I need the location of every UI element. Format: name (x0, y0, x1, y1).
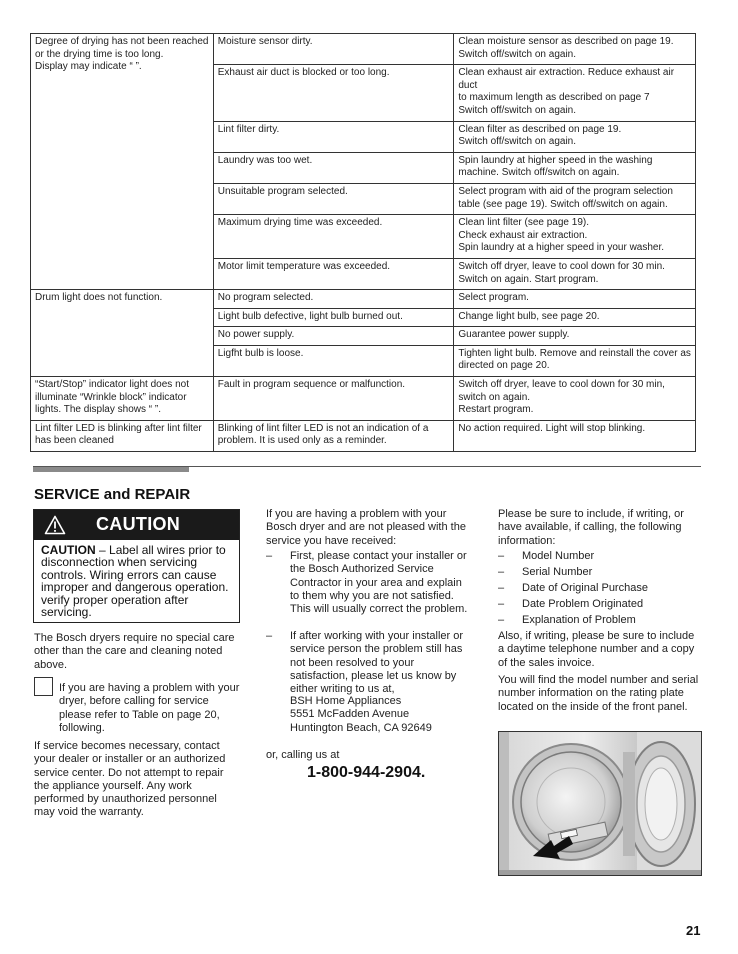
note-paragraph: If you are having a problem with your dryer, before calling for service please refer to Table on page 20, following. (59, 682, 240, 734)
problem-cell (31, 377, 214, 421)
caution-title: CAUTION (96, 514, 181, 534)
remedy-cell (454, 327, 696, 346)
dash-bullet: – (266, 550, 273, 562)
cell-line: illuminate “Wrinkle block” indicator (35, 391, 187, 403)
cause-cell (213, 377, 454, 421)
remedy-cell (454, 65, 696, 121)
cell-line: Switch on again. Start program. (458, 273, 599, 285)
cell-line: Tighten light bulb. Remove and reinstall the cover as (458, 347, 691, 359)
cell-line: “Start/Stop” indicator light does not (35, 379, 189, 391)
list-item (266, 630, 468, 696)
cell-line: or the drying time is too long. (35, 48, 164, 60)
cause-cell (213, 258, 454, 289)
cell-line: Spin laundry at a higher speed in your washer. (458, 242, 665, 254)
cell-line: Blinking of lint filter LED is not an indication of a (217, 422, 429, 434)
cell-line: to maximum length as described on page 7 (458, 92, 650, 104)
address-line: 5551 McFadden Avenue (290, 708, 410, 721)
list-item-text: If after working with your installer or service person the problem still has not been resolved to your satisfaction, please let us know by either writing to us at, (290, 630, 464, 696)
dash-bullet: – (498, 550, 505, 562)
dash-bullet: – (498, 566, 505, 578)
list-item (498, 550, 703, 563)
cell-line: Clean exhaust air extraction. Reduce exhaust air duct (458, 67, 675, 91)
address-line: BSH Home Appliances (290, 695, 402, 707)
remedy-cell (454, 258, 696, 289)
list-item-text: First, please contact your installer or the Bosch Authorized Service Contractor in your area and explain to them why you are not satisfied. This will usually correct the problem. (290, 550, 468, 616)
cell-line: Switch off/switch on again. (458, 136, 577, 148)
cell-line: Fault in program sequence or malfunction. (217, 379, 406, 391)
caution-header (34, 510, 239, 540)
caution-body: – Label all wires prior to disconnection when servicing controls. Wiring errors can cause improper and dangerous operation. verify proper operation after servicing. (41, 543, 229, 620)
mailing-address (290, 695, 468, 735)
cause-cell (213, 183, 454, 214)
dash-bullet: – (498, 598, 505, 610)
cell-line: Switch off dryer, leave to cool down for 30 min, (458, 379, 665, 391)
caution-box (33, 509, 240, 623)
cause-cell (213, 65, 454, 121)
problem-cell (31, 420, 214, 451)
problem-cell (31, 34, 214, 290)
cause-cell (213, 308, 454, 327)
address-line: Huntington Beach, CA 92649 (290, 721, 432, 734)
cell-line: No action required. Light will stop blinking. (458, 422, 646, 434)
service-paragraph: If service becomes necessary, contact your dealer or installer or an authorized service center. Do not attempt to repair the appliance yourself. Any work performed by unauthorized personnel may void the warranty. (34, 740, 226, 819)
cell-line: Switch off/switch on again. (458, 48, 577, 60)
writing-paragraph: Also, if writing, please be sure to include a daytime telephone number and a copy of the sales invoice. (498, 630, 695, 669)
cell-line: Exhaust air duct is blocked or too long. (217, 67, 390, 79)
cell-line: Clean moisture sensor as described on page 19. (458, 36, 674, 47)
remedy-cell (454, 215, 696, 259)
cause-cell (213, 420, 454, 451)
section-title: SERVICE and REPAIR (34, 486, 191, 503)
list-item-text: Date of Original Purchase (522, 582, 648, 594)
cell-line: Moisture sensor dirty. (217, 36, 313, 47)
cell-line: Check exhaust air extraction. (458, 229, 588, 241)
section-divider-accent (33, 467, 189, 472)
cell-line: Ligfht bulb is loose. (217, 347, 304, 359)
cell-line: Lint filter LED is blinking after lint filter (35, 422, 202, 434)
cell-line: problem. It is used only as a reminder. (217, 435, 387, 447)
dryer-rating-plate-image (498, 731, 702, 876)
call-text: or, calling us at (266, 749, 340, 761)
cause-cell (213, 121, 454, 152)
table-row (31, 377, 696, 421)
cell-line: Unsuitable program selected. (217, 185, 348, 197)
cell-line: Switch off dryer, leave to cool down for 30 min. (458, 260, 665, 272)
list-item-text: Model Number (522, 550, 595, 562)
problem-intro-paragraph: If you are having a problem with your Bosch dryer and are not pleased with the service you have received: (266, 508, 466, 547)
cell-line: Change light bulb, see page 20. (458, 310, 600, 322)
cell-line: switch on again. (458, 391, 531, 403)
rating-plate-paragraph: You will find the model number and serial number information on the rating plate located on the inside of the front panel. (498, 674, 699, 713)
cell-line: Restart program. (458, 404, 534, 416)
remedy-cell (454, 308, 696, 327)
remedy-cell (454, 183, 696, 214)
remedy-cell (454, 377, 696, 421)
cell-line: Motor limit temperature was exceeded. (217, 260, 391, 272)
cause-cell (213, 152, 454, 183)
cell-line: Drum light does not function. (35, 292, 163, 304)
dash-bullet: – (498, 614, 505, 626)
list-item (498, 582, 703, 595)
dash-bullet: – (498, 582, 505, 594)
cause-cell (213, 215, 454, 259)
troubleshooting-table-body (31, 34, 696, 452)
cause-cell (213, 345, 454, 376)
troubleshooting-table (30, 33, 696, 452)
dash-bullet: – (266, 630, 273, 642)
dryer-illustration (499, 732, 702, 876)
cell-line: Clean lint filter (see page 19). (458, 217, 589, 229)
cell-line: No power supply. (217, 329, 295, 341)
table-row (31, 290, 696, 309)
cell-line: Select program with aid of the program selection (458, 185, 673, 197)
list-item (498, 614, 703, 627)
list-item-text: Serial Number (522, 566, 593, 578)
remedy-cell (454, 290, 696, 309)
care-paragraph: The Bosch dryers require no special care other than the care and cleaning noted above. (34, 632, 235, 671)
table-row (31, 420, 696, 451)
list-item-text: Date Problem Originated (522, 598, 644, 610)
cell-line: Laundry was too wet. (217, 154, 313, 166)
phone-number: 1-800-944-2904. (307, 764, 426, 781)
include-info-paragraph: Please be sure to include, if writing, or have available, if calling, the following information: (498, 508, 684, 547)
cell-line: Spin laundry at higher speed in the washing (458, 154, 653, 166)
cell-line: table (see page 19). Switch off/switch on again. (458, 198, 668, 210)
remedy-cell (454, 345, 696, 376)
remedy-cell (454, 121, 696, 152)
cell-line: Lint filter dirty. (217, 123, 280, 135)
remedy-cell (454, 420, 696, 451)
table-row (31, 34, 696, 65)
remedy-cell (454, 152, 696, 183)
list-item-text: Explanation of Problem (522, 614, 636, 626)
list-item (266, 550, 468, 616)
note-checkbox-icon (34, 677, 53, 696)
cell-line: has been cleaned (35, 435, 114, 447)
cause-cell (213, 290, 454, 309)
remedy-cell (454, 34, 696, 65)
caution-lead: CAUTION (41, 543, 96, 557)
caution-text (34, 540, 239, 618)
cell-line: Select program. (458, 292, 529, 304)
cell-line: Display may indicate “ ”. (35, 61, 142, 73)
cell-line: Light bulb defective, light bulb burned out. (217, 310, 403, 322)
cause-cell (213, 327, 454, 346)
cell-line: Maximum drying time was exceeded. (217, 217, 383, 229)
list-item (498, 598, 703, 611)
page-number: 21 (686, 923, 701, 938)
cell-line: Clean filter as described on page 19. (458, 123, 622, 135)
cell-line: Degree of drying has not been reached (35, 36, 209, 47)
warning-triangle-icon (44, 515, 66, 535)
problem-cell (31, 290, 214, 377)
cell-line: directed on page 20. (458, 360, 550, 372)
cell-line: machine. Switch off/switch on again. (458, 167, 620, 179)
cell-line: lights. The display shows “ ”. (35, 404, 161, 416)
cell-line: No program selected. (217, 292, 314, 304)
cell-line: Switch off/switch on again. (458, 104, 577, 116)
cell-line: Guarantee power supply. (458, 329, 570, 341)
list-item (498, 566, 703, 579)
cause-cell (213, 34, 454, 65)
